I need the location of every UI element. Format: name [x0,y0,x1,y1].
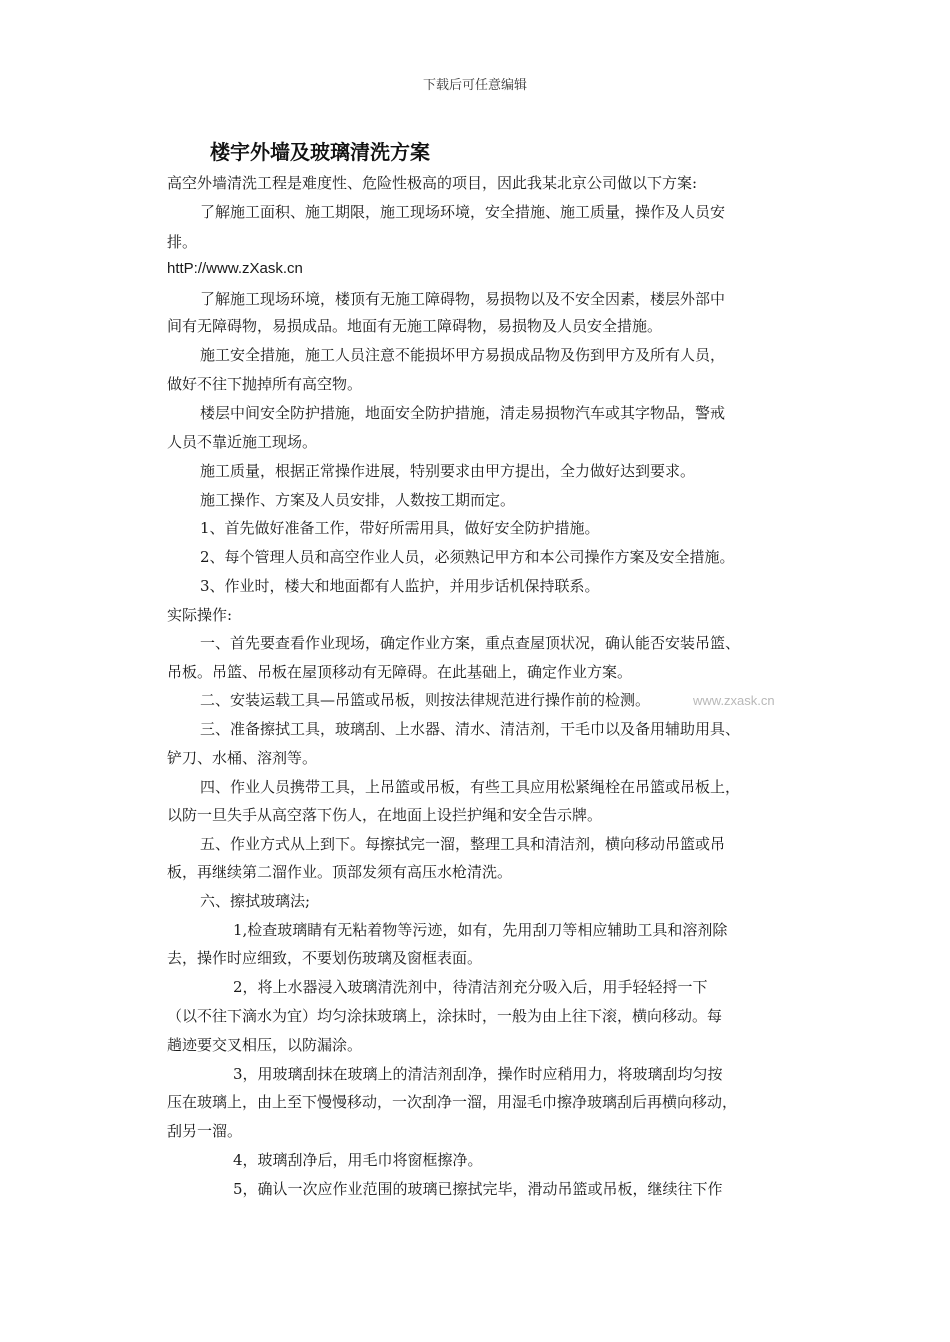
paragraph-line: 板，再继续第二溜作业。顶部发须有高压水枪清洗。 [167,863,513,881]
paragraph-line: 2，将上水器浸入玻璃清洗剂中，待清洁剂充分吸入后，用手轻轻捋一下 [233,978,708,996]
paragraph-line: （以不往下滴水为宜）均匀涂抹玻璃上，涂抹时，一般为由上往下滚，横向移动。每 [167,1007,723,1025]
paragraph-line: 1,检查玻璃睛有无粘着物等污迹，如有，先用刮刀等相应辅助工具和溶剂除 [233,921,728,939]
page-header: 下载后可任意编辑 [422,78,527,93]
paragraph-line: 二、安装运载工具—吊篮或吊板，则按法律规范进行操作前的检测。 [200,691,651,709]
list-item: 2、每个管理人员和高空作业人员，必须熟记甲方和本公司操作方案及安全措施。 [200,548,735,566]
section-heading: 六、擦拭玻璃法; [200,892,311,910]
paragraph-line: 铲刀、水桶、溶剂等。 [167,749,318,767]
list-item: 3、作业时，楼大和地面都有人监护，并用步话机保持联系。 [200,577,600,595]
paragraph-line: 压在玻璃上，由上至下慢慢移动，一次刮净一溜，用湿毛巾擦净玻璃刮后再横向移动， [167,1093,738,1111]
paragraph-line: 趟迹要交叉相压，以防漏涂。 [167,1036,363,1054]
paragraph-line: 排。 [167,233,198,251]
paragraph-line: 吊板。吊篮、吊板在屋顶移动有无障碍。在此基础上，确定作业方案。 [167,663,633,681]
paragraph-line: 间有无障碍物，易损成品。地面有无施工障碍物，易损物及人员安全措施。 [167,317,663,335]
paragraph-line: 以防一旦失手从高空落下伤人，在地面上设拦护绳和安全告示牌。 [167,806,603,824]
watermark-text: www.zxask.cn [693,693,775,708]
paragraph-line: 高空外墙清洗工程是难度性、危险性极高的项目，因此我某北京公司做以下方案: [167,174,698,192]
paragraph-line: 刮另一溜。 [167,1122,243,1140]
url-line: httP://www.zXask.cn [167,260,303,277]
paragraph-line: 去，操作时应细致，不要划伤玻璃及窗框表面。 [167,949,483,967]
paragraph-line: 四、作业人员携带工具，上吊篮或吊板，有些工具应用松紧绳栓在吊篮或吊板上， [200,778,741,796]
paragraph-line: 一、首先要查看作业现场，确定作业方案，重点查屋顶状况，确认能否安装吊篮、 [200,634,741,652]
paragraph-line: 三、准备擦拭工具，玻璃刮、上水器、清水、清洁剂，干毛巾以及备用辅助用具、 [200,720,741,738]
paragraph-line: 五、作业方式从上到下。每擦拭完一溜，整理工具和清洁剂，横向移动吊篮或吊 [200,835,726,853]
paragraph-line: 人员不靠近施工现场。 [167,433,318,451]
section-heading: 实际操作: [167,606,233,624]
paragraph-line: 了解施工面积、施工期限，施工现场环境，安全措施、施工质量，操作及人员安 [200,203,726,221]
paragraph-line: 施工质量，根据正常操作进展，特别要求由甲方提出，全力做好达到要求。 [200,462,696,480]
paragraph-line: 楼层中间安全防护措施，地面安全防护措施，清走易损物汽车或其字物品，警戒 [200,404,726,422]
list-item: 1、首先做好准备工作，带好所需用具，做好安全防护措施。 [200,519,600,537]
paragraph-line: 4，玻璃刮净后，用毛巾将窗框擦净。 [233,1151,483,1169]
paragraph-line: 3，用玻璃刮抹在玻璃上的清洁剂刮净，操作时应稍用力，将玻璃刮均匀按 [233,1065,723,1083]
paragraph-line: 施工操作、方案及人员安排，人数按工期而定。 [200,491,516,509]
document-title: 楼宇外墙及玻璃清洗方案 [210,140,430,164]
paragraph-line: 了解施工现场环境，楼顶有无施工障碍物，易损物以及不安全因素，楼层外部中 [200,290,726,308]
paragraph-line: 做好不往下抛掉所有高空物。 [167,375,363,393]
paragraph-line: 5，确认一次应作业范围的玻璃已擦拭完毕，滑动吊篮或吊板，继续往下作 [233,1180,723,1198]
paragraph-line: 施工安全措施，施工人员注意不能损坏甲方易损成品物及伤到甲方及所有人员， [200,346,726,364]
